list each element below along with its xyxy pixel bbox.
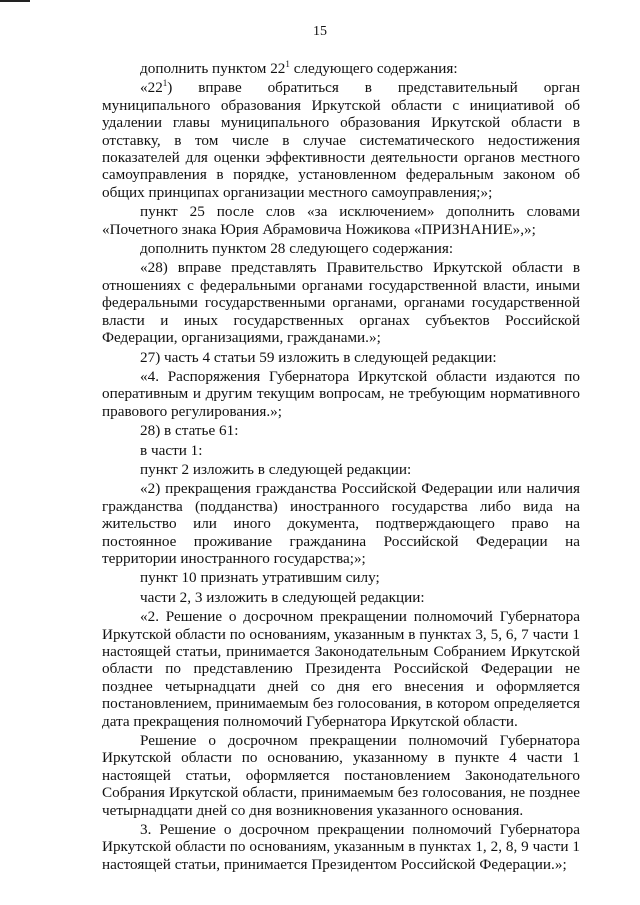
paragraph-part-2: «2. Решение о досрочном прекращении полномочий Губернатора Иркутской области по основаниям, указанным в пунктах 3, 5, 6, 7 части 1 настоящей статьи, принимается Законодательным Собранием Иркутской области по представлению Президента Российской Федерации не позднее четырнадцати дней со дня его внесения и оформляется постановлением, принимаемым без голосования, в котором определяется дата прекращения полномочий Губернатора Иркутской области. [102,608,580,730]
paragraph-text: ) вправе обратиться в представительный орган муниципального образования Иркутской области с инициативой об удалении главы муниципального образования Иркутской области в отставку, в том числе в случае систематического недостижения показателей для оценки эффективности деятельности органов местного самоуправления в порядке, установленном федеральным законом об общих принципах организации местного самоуправления;»; [102,79,580,201]
paragraph-part-4: «4. Распоряжения Губернатора Иркутской области издаются по оперативным и другим текущим вопросам, не требующим нормативного правового регулирования.»; [102,367,580,420]
paragraph-text: «22 [140,79,163,97]
paragraph-article-59: 27) часть 4 статьи 59 изложить в следующей редакции: [140,348,497,366]
paragraph-add-item-22-1 [102,60,580,77]
top-edge-rule [0,0,30,2]
paragraph-article-61: 28) в статье 61: [140,422,239,440]
paragraph-item-10: пункт 10 признать утратившим силу; [140,569,380,587]
paragraph-part-3: 3. Решение о досрочном прекращении полномочий Губернатора Иркутской области по основаниям, указанным в пунктах 1, 2, 8, 9 части 1 настоящей статьи, принимается Президентом Российской Федерации.»; [102,821,580,873]
paragraph-part-1: в части 1: [140,441,203,459]
superscript: 1 [285,58,290,69]
paragraph-item-2: «2) прекращения гражданства Российской Федерации или наличия гражданства (подданства) иностранного государства либо вида на жительство или иного документа, подтверждающего право на постоянное проживание гражданина Российской Федерации на территории иностранного государства;»; [102,480,580,567]
paragraph-item-2-intro: пункт 2 изложить в следующей редакции: [140,460,412,478]
paragraph-part-2-cont: Решение о досрочном прекращении полномочий Губернатора Иркутской области по основанию, указанному в пункте 4 части 1 настоящей статьи, оформляется постановлением Законодательного Собрания Иркутской области, принимаемым без голосования, не позднее четырнадцати дней со дня возникновения указанного основания. [102,732,580,819]
paragraph-item-22-1 [102,79,580,201]
superscript: 1 [162,78,168,89]
paragraph-item-25: пункт 25 после слов «за исключением» дополнить словами «Почетного знака Юрия Абрамовича Ножикова «ПРИЗНАНИЕ»,»; [102,203,580,238]
paragraph-add-item-28: дополнить пунктом 28 следующего содержания: [140,240,454,258]
paragraph-item-28: «28) вправе представлять Правительство Иркутской области в отношениях с федеральными органами государственной власти, иными федеральными государственными органами, органами государственной власти и иных государственных органах субъектов Российской Федерации, организациями, гражданами.»; [102,259,580,347]
paragraph-parts-2-3-intro: части 2, 3 изложить в следующей редакции: [140,588,425,606]
paragraph-text: следующего содержания: [289,60,458,77]
paragraph-text: дополнить пунктом 22 [140,60,286,77]
document-body [102,60,580,875]
page-number: 15 [313,24,327,39]
